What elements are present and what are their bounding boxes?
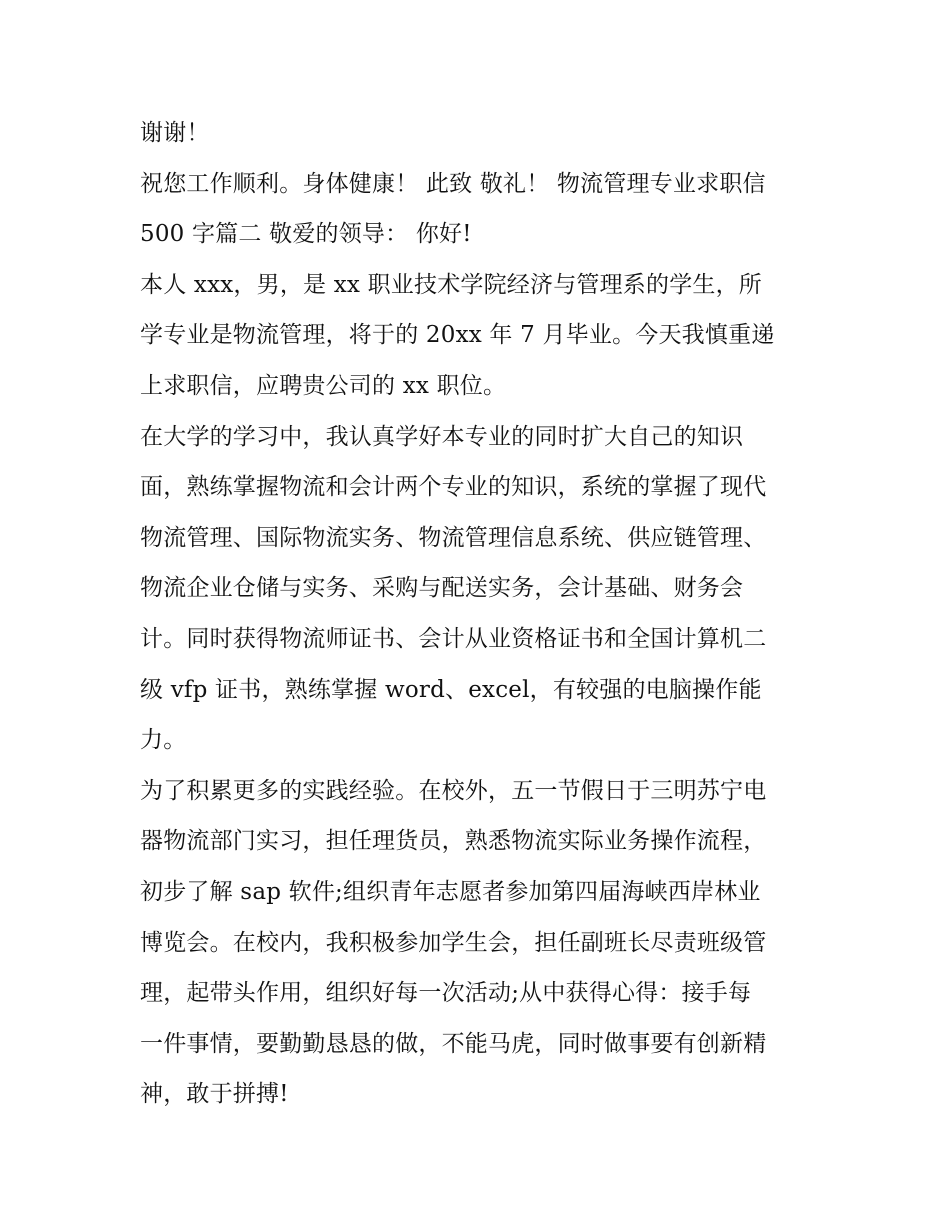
text-line: 面，熟练掌握物流和会计两个专业的知识，系统的掌握了现代 (140, 474, 767, 501)
text-line: 上求职信，应聘贵公司的 xx 职位。 (140, 372, 507, 399)
text-line: 器物流部门实习，担任理货员，熟悉物流实际业务操作流程， (140, 828, 767, 855)
text-line: 博览会。在校内，我积极参加学生会，担任副班长尽责班级管 (140, 929, 767, 956)
text-line: 本人 xxx，男，是 xx 职业技术学院经济与管理系的学生，所 (140, 271, 762, 298)
text-line: 在大学的学习中，我认真学好本专业的同时扩大自己的知识 (140, 423, 744, 450)
text-line: 500 字篇二 敬爱的领导： 你好! (140, 221, 472, 248)
text-line: 物流企业仓储与实务、采购与配送实务，会计基础、财务会 (140, 575, 744, 602)
text-line: 物流管理、国际物流实务、物流管理信息系统、供应链管理、 (140, 524, 767, 551)
text-line: 计。同时获得物流师证书、会计从业资格证书和全国计算机二 (140, 625, 767, 652)
text-line: 学专业是物流管理，将于的 20xx 年 7 月毕业。今天我慎重递 (140, 322, 775, 349)
text-line: 神，敢于拼搏! (140, 1081, 289, 1108)
text-line: 祝您工作顺利。身体健康！ 此致 敬礼！ 物流管理专业求职信 (140, 170, 766, 197)
text-line: 力。 (140, 727, 187, 754)
text-line: 初步了解 sap 软件;组织青年志愿者参加第四届海峡西岸林业 (140, 878, 761, 905)
text-line: 谢谢！ (140, 120, 210, 146)
text-line: 一件事情，要勤勤恳恳的做，不能马虎，同时做事要有创新精 (140, 1030, 767, 1057)
text-line: 为了积累更多的实践经验。在校外，五一节假日于三明苏宁电 (140, 777, 767, 804)
text-line: 理，起带头作用，组织好每一次活动;从中获得心得：接手每 (140, 980, 752, 1007)
document-body (140, 108, 820, 1120)
text-line: 级 vfp 证书，熟练掌握 word、excel，有较强的电脑操作能 (140, 676, 762, 703)
